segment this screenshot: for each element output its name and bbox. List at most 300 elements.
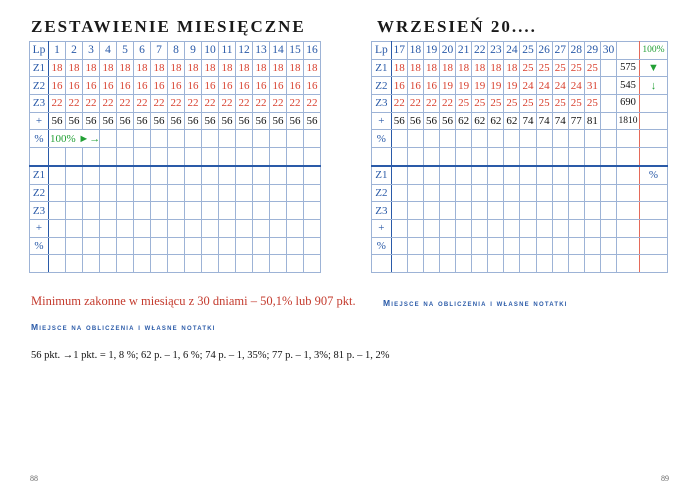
empty-cell [391,255,407,273]
empty-cell [202,148,219,166]
empty-cell [584,237,600,255]
value-cell: 74 [536,112,552,130]
value-cell: 62 [472,112,488,130]
value-cell: 19 [504,77,520,95]
value-cell: 19 [488,77,504,95]
empty-cell [100,255,117,273]
empty-cell [617,184,640,202]
value-cell: 56 [440,112,456,130]
empty-cell [568,130,584,148]
day-header: 20 [440,42,456,60]
value-cell: 18 [219,59,236,77]
row-label: Z2 [372,77,392,95]
empty-cell [100,237,117,255]
empty-cell [202,202,219,220]
empty-cell [639,148,667,166]
lower-row [30,166,321,184]
value-cell: 22 [83,95,100,113]
value-cell: 16 [185,77,202,95]
empty-cell [117,166,134,184]
value-cell: 56 [100,112,117,130]
value-cell: 18 [423,59,439,77]
value-cell: 18 [151,59,168,77]
value-cell: 74 [520,112,536,130]
lower-row [372,219,668,237]
value-cell: 56 [168,112,185,130]
empty-cell [83,219,100,237]
row-label: Z2 [372,184,392,202]
value-cell: 18 [488,59,504,77]
day-header: 1 [49,42,66,60]
row-label: + [372,219,392,237]
empty-cell [151,255,168,273]
empty-cell [600,166,616,184]
value-cell: 56 [134,112,151,130]
empty-cell [134,202,151,220]
empty-cell [472,237,488,255]
value-cell: 22 [219,95,236,113]
value-cell: 24 [552,77,568,95]
empty-cell [407,255,423,273]
value-cell: 25 [584,59,600,77]
empty-cell [270,148,287,166]
value-cell: 18 [472,59,488,77]
row-label: Z1 [30,59,49,77]
empty-cell [304,130,321,148]
empty-cell [287,148,304,166]
empty-cell [270,130,287,148]
empty-cell [456,184,472,202]
lower-row [372,202,668,220]
row-label: Z3 [372,95,392,113]
empty-cell [168,202,185,220]
empty-cell [423,255,439,273]
day-header: 30 [600,42,616,60]
row-label: Z3 [30,202,49,220]
value-cell: 24 [568,77,584,95]
value-cell: 56 [202,112,219,130]
value-cell: 56 [66,112,83,130]
empty-cell [584,148,600,166]
empty-cell [66,237,83,255]
value-cell: 56 [304,112,321,130]
row-label: Z3 [372,202,392,220]
empty-cell [504,237,520,255]
row-label: % [30,130,49,148]
empty-cell [134,255,151,273]
value-cell: 18 [391,59,407,77]
empty-cell [202,219,219,237]
empty-cell [83,148,100,166]
header-label: Lp [372,42,392,60]
empty-cell [536,166,552,184]
row-label: Z1 [372,59,392,77]
empty-cell [456,219,472,237]
empty-cell [100,219,117,237]
empty-cell [287,255,304,273]
empty-cell [617,219,640,237]
empty-cell [504,202,520,220]
empty-cell [117,130,134,148]
empty-cell [151,219,168,237]
empty-cell [600,95,616,113]
empty-cell [536,148,552,166]
empty-cell [536,202,552,220]
empty-cell [456,130,472,148]
empty-cell [168,148,185,166]
empty-cell [584,202,600,220]
value-cell: 25 [520,59,536,77]
empty-cell [552,237,568,255]
empty-cell [83,202,100,220]
lower-row [372,166,668,184]
value-cell: 25 [472,95,488,113]
value-cell: 56 [407,112,423,130]
value-cell: 16 [236,77,253,95]
empty-cell [304,148,321,166]
empty-cell [456,166,472,184]
row-pct [30,130,321,148]
value-cell: 62 [504,112,520,130]
empty-cell [456,202,472,220]
empty-cell [423,184,439,202]
value-cell: 56 [391,112,407,130]
value-cell: 22 [287,95,304,113]
value-cell: 18 [185,59,202,77]
value-cell: 22 [117,95,134,113]
value-cell: 16 [66,77,83,95]
notes-label-left: Miejsce na obliczenia i własne notatki [31,322,216,332]
empty-cell [639,219,667,237]
empty-cell [584,166,600,184]
row-z2 [372,77,668,95]
day-header: 22 [472,42,488,60]
row-label: + [30,219,49,237]
empty-cell [304,237,321,255]
empty-cell [219,148,236,166]
value-cell: 18 [202,59,219,77]
value-cell: 56 [117,112,134,130]
empty-cell [185,255,202,273]
value-cell: 24 [520,77,536,95]
empty-cell [552,202,568,220]
empty-cell [151,130,168,148]
empty-cell [219,202,236,220]
empty-cell [49,184,66,202]
empty-cell [185,237,202,255]
empty-cell [391,130,407,148]
empty-cell [253,255,270,273]
empty-cell [488,166,504,184]
empty-cell [440,237,456,255]
empty-cell [287,237,304,255]
empty-cell [472,184,488,202]
value-cell: 16 [423,77,439,95]
calculation-note: 56 pkt. →1 pkt. = 1, 8 %; 62 p. – 1, 6 %; 74 p. – 1, 35%; 77 p. – 1, 3%; 81 p. – 1, 2% [31,350,390,361]
empty-cell [372,148,392,166]
empty-cell [617,148,640,166]
lower-row [30,184,321,202]
value-cell: 18 [168,59,185,77]
empty-cell [520,219,536,237]
empty-cell [568,237,584,255]
value-cell: 56 [83,112,100,130]
empty-cell [391,202,407,220]
empty-cell [520,148,536,166]
row-z1 [30,59,321,77]
empty-cell [100,148,117,166]
day-header: 11 [219,42,236,60]
empty-cell [236,219,253,237]
empty-cell [600,148,616,166]
empty-cell [391,237,407,255]
empty-cell [568,255,584,273]
empty-cell [66,202,83,220]
value-cell: 16 [83,77,100,95]
empty-cell [100,202,117,220]
empty-cell [520,255,536,273]
empty-cell [639,237,667,255]
value-cell: 16 [304,77,321,95]
empty-cell [134,166,151,184]
empty-cell [49,166,66,184]
page-title-right: WRZESIEŃ 20.... [377,17,537,36]
page-title-left: ZESTAWIENIE MIESIĘCZNE [31,17,306,36]
empty-cell [287,184,304,202]
empty-cell [440,219,456,237]
empty-cell [100,166,117,184]
value-cell: 16 [391,77,407,95]
empty-cell [440,202,456,220]
empty-cell [552,166,568,184]
day-header: 8 [168,42,185,60]
empty-cell [600,112,616,130]
empty-cell [568,148,584,166]
day-header: 7 [151,42,168,60]
empty-cell [584,130,600,148]
total-cell: 545 [617,77,640,95]
empty-cell [600,77,616,95]
lower-row [372,184,668,202]
empty-cell [407,237,423,255]
value-cell: 16 [49,77,66,95]
empty-cell [391,184,407,202]
empty-cell [134,148,151,166]
empty-cell [552,130,568,148]
empty-cell [253,237,270,255]
empty-cell [270,184,287,202]
empty-cell [219,237,236,255]
empty-cell [488,219,504,237]
value-cell: 16 [287,77,304,95]
value-cell: 22 [66,95,83,113]
empty-cell [488,202,504,220]
empty-cell [423,148,439,166]
empty-cell [185,202,202,220]
right-monthly-table [371,41,668,273]
day-header: 3 [83,42,100,60]
empty-cell [253,130,270,148]
empty-cell [600,184,616,202]
empty-cell [639,202,667,220]
value-cell: 25 [584,95,600,113]
empty-cell [185,219,202,237]
empty-cell [440,255,456,273]
value-cell: 25 [552,95,568,113]
empty-cell [304,255,321,273]
value-cell: 62 [488,112,504,130]
empty-cell [600,255,616,273]
empty-cell [504,255,520,273]
value-cell: 25 [456,95,472,113]
day-header: 16 [304,42,321,60]
day-header: 4 [100,42,117,60]
empty-cell [488,237,504,255]
row-z2 [30,77,321,95]
empty-cell [202,237,219,255]
empty-cell [536,255,552,273]
value-cell: 25 [488,95,504,113]
value-cell: 56 [253,112,270,130]
empty-cell [407,148,423,166]
value-cell: 22 [423,95,439,113]
empty-cell [552,219,568,237]
row-plus [372,112,668,130]
empty-cell [456,237,472,255]
empty-cell [504,219,520,237]
value-cell: 18 [49,59,66,77]
empty-cell [49,255,66,273]
empty-cell [30,148,49,166]
empty-cell [287,219,304,237]
value-cell: 22 [100,95,117,113]
day-header: 14 [270,42,287,60]
empty-cell [391,219,407,237]
empty-cell [253,184,270,202]
value-cell: 18 [117,59,134,77]
lower-row [30,237,321,255]
empty-cell [202,166,219,184]
empty-cell [568,202,584,220]
value-cell: 18 [287,59,304,77]
empty-cell [304,202,321,220]
value-cell: 16 [270,77,287,95]
lower-row [30,202,321,220]
row-label: + [372,112,392,130]
value-cell: 22 [253,95,270,113]
empty-cell [617,130,640,148]
value-cell: 24 [536,77,552,95]
value-cell: 16 [407,77,423,95]
empty-cell [584,255,600,273]
header-label: Lp [30,42,49,60]
empty-cell [584,219,600,237]
empty-cell [66,184,83,202]
empty-cell [30,255,49,273]
empty-cell [304,166,321,184]
empty-cell [407,184,423,202]
value-cell: 56 [219,112,236,130]
empty-cell [236,255,253,273]
empty-cell [134,130,151,148]
empty-cell [117,219,134,237]
empty-cell [151,184,168,202]
lower-row [30,219,321,237]
empty-cell [253,166,270,184]
empty-cell [49,237,66,255]
percent-header: 100% [639,42,667,60]
empty-cell [185,148,202,166]
percent-label: % [639,166,667,184]
empty-cell [185,184,202,202]
value-cell: 18 [440,59,456,77]
empty-cell [151,148,168,166]
empty-cell [423,237,439,255]
empty-cell [236,130,253,148]
day-header: 2 [66,42,83,60]
value-cell: 16 [168,77,185,95]
empty-cell [117,184,134,202]
day-header: 24 [504,42,520,60]
day-header: 17 [391,42,407,60]
row-label: Z2 [30,184,49,202]
empty-cell [488,255,504,273]
empty-row [372,148,668,166]
day-header: 5 [117,42,134,60]
empty-cell [66,219,83,237]
value-cell: 77 [568,112,584,130]
value-cell: 18 [83,59,100,77]
value-cell: 16 [151,77,168,95]
empty-cell [168,166,185,184]
empty-cell [520,130,536,148]
empty-cell [253,202,270,220]
empty-cell [423,219,439,237]
empty-cell [83,255,100,273]
empty-cell [407,166,423,184]
value-cell: 19 [472,77,488,95]
value-cell: 56 [49,112,66,130]
empty-cell [134,237,151,255]
empty-cell [536,130,552,148]
empty-cell [456,148,472,166]
empty-cell [504,130,520,148]
empty-cell [440,130,456,148]
day-header: 29 [584,42,600,60]
empty-cell [134,219,151,237]
empty-cell [219,255,236,273]
empty-cell [117,148,134,166]
empty-cell [639,130,667,148]
empty-cell [488,148,504,166]
empty-cell [488,130,504,148]
empty-cell [423,166,439,184]
day-header: 6 [134,42,151,60]
empty-cell [151,237,168,255]
empty-cell [504,166,520,184]
value-cell: 22 [440,95,456,113]
row-label: % [30,237,49,255]
day-header: 19 [423,42,439,60]
value-cell: 18 [504,59,520,77]
day-header: 15 [287,42,304,60]
empty-cell [568,184,584,202]
empty-cell [304,184,321,202]
empty-cell [617,255,640,273]
value-cell: 22 [304,95,321,113]
empty-cell [617,166,640,184]
empty-cell [472,148,488,166]
